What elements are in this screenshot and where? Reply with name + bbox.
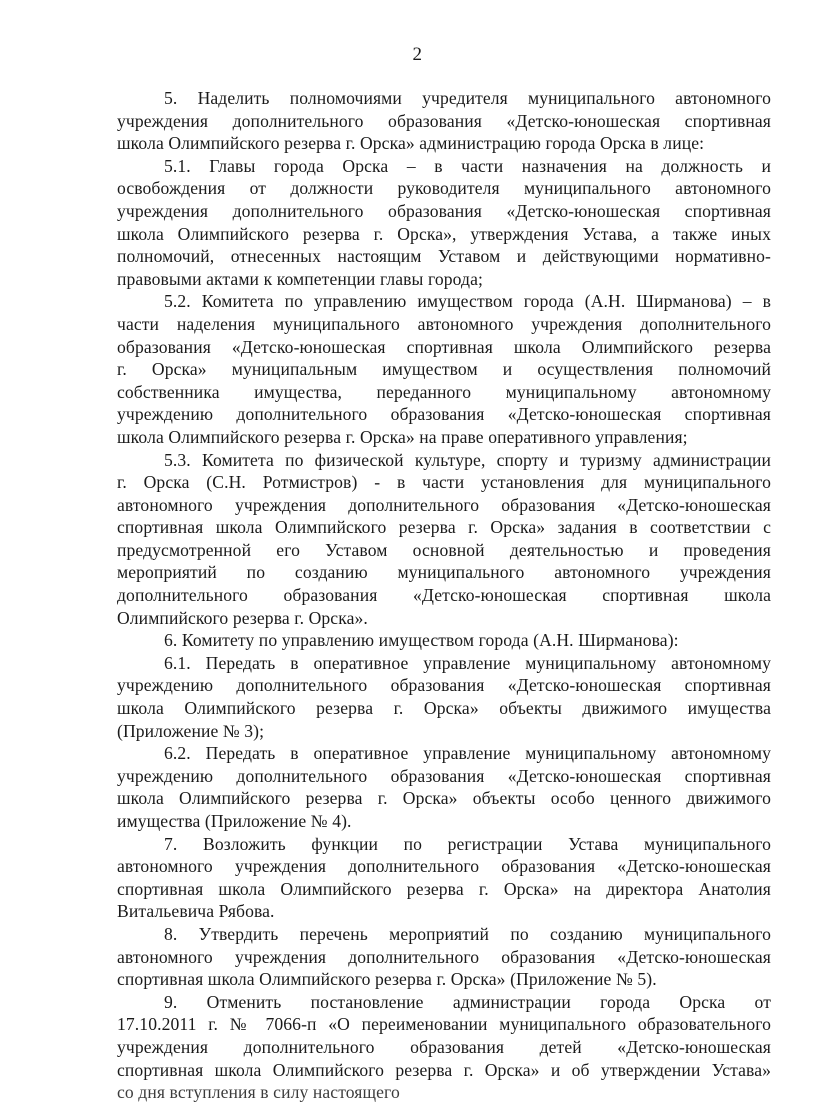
text-line: полномочий, отнесенных настоящим Уставом и действующими нормативно- (117, 246, 771, 267)
text-line: 5. Наделить полномочиями учредителя муниципального автономного (164, 88, 771, 108)
text-line: учреждения дополнительного образования «Детско-юношеская спортивная (117, 110, 771, 131)
text-line: Олимпийского резерва г. Орска». (117, 607, 368, 628)
text-line: 6. Комитету по управлению имуществом города (А.Н. Ширманова): (164, 630, 679, 651)
text-line: предусмотренной его Уставом основной деятельностью и проведения (117, 539, 771, 560)
text-line: автономного учреждения дополнительного образования «Детско-юношеская (117, 856, 771, 877)
text-line: школа Олимпийского резерва г. Орска» на праве оперативного управления; (117, 426, 688, 447)
text-line: образования «Детско-юношеская спортивная школа Олимпийского резерва (117, 336, 771, 357)
text-line: 8. Утвердить перечень мероприятий по созданию муниципального (164, 923, 771, 944)
text-line: имущества (Приложение № 4). (117, 811, 352, 831)
text-line: 5.2. Комитета по управлению имуществом города (А.Н. Ширманова) – в (164, 291, 771, 312)
text-line: мероприятий по созданию муниципального автономного учреждения (117, 562, 771, 583)
text-line: 9. Отменить постановление администрации города Орска от (164, 991, 771, 1012)
text-line: 17.10.2011 г. № 7066-п «О переименовании муниципального образовательного (117, 1014, 771, 1035)
text-line: учреждения дополнительного образования «Детско-юношеская спортивная (117, 200, 771, 221)
text-line: 6.1. Передать в оперативное управление муниципальному автономному (164, 652, 771, 673)
text-line: учреждения дополнительного образования детей «Детско-юношеская (117, 1036, 771, 1057)
text-line: Витальевича Рябова. (117, 901, 275, 922)
text-line: освобождения от должности руководителя муниципального автономного (117, 178, 771, 199)
text-line: 6.2. Передать в оперативное управление муниципальному автономному (164, 743, 771, 764)
text-line: г. Орска (С.Н. Ротмистров) - в части установления для муниципального (117, 472, 771, 493)
text-line: спортивная школа Олимпийского резерва г. Орска» на директора Анатолия (117, 878, 771, 899)
text-line: правовыми актами к компетенции главы города; (117, 268, 483, 289)
text-line: учреждению дополнительного образования «Детско-юношеская спортивная (117, 765, 771, 786)
text-line: дополнительного образования «Детско-юношеская спортивная школа (117, 585, 771, 606)
text-line: спортивная школа Олимпийского резерва г. Орска» (Приложение № 5). (117, 969, 657, 990)
document-body (117, 87, 771, 1103)
text-line: спортивная школа Олимпийского резерва г. Орска» и об утверждении Устава» (117, 1059, 771, 1080)
text-line: (Приложение № 3); (117, 720, 265, 741)
text-line: школа Олимпийского резерва г. Орска» объекты особо ценного движимого (117, 788, 771, 809)
text-line: автономного учреждения дополнительного образования «Детско-юношеская (117, 494, 771, 515)
page-number: 2 (412, 44, 423, 65)
text-line: 7. Возложить функции по регистрации Устава муниципального (164, 833, 771, 854)
text-line: учреждению дополнительного образования «Детско-юношеская спортивная (117, 404, 771, 425)
text-line: учреждению дополнительного образования «Детско-юношеская спортивная (117, 675, 771, 696)
text-line: 5.3. Комитета по физической культуре, спорту и туризму администрации (164, 449, 771, 470)
text-line: собственника имущества, переданного муниципальному автономному (117, 381, 771, 402)
text-line: автономного учреждения дополнительного образования «Детско-юношеская (117, 946, 771, 967)
text-line: школа Олимпийского резерва г. Орска» администрацию города Орска в лице: (117, 133, 705, 154)
text-line: спортивная школа Олимпийского резерва г. Орска» задания в соответствии с (117, 517, 771, 538)
text-line: части наделения муниципального автономного учреждения дополнительного (117, 313, 771, 334)
text-line: школа Олимпийского резерва г. Орска», утверждения Устава, а также иных (117, 223, 771, 244)
text-line: школа Олимпийского резерва г. Орска» объекты движимого имущества (117, 698, 771, 719)
text-line: со дня вступления в силу настоящего (117, 1082, 400, 1103)
text-line: 5.1. Главы города Орска – в части назначения на должность и (164, 155, 771, 176)
text-line: г. Орска» муниципальным имуществом и осуществления полномочий (117, 359, 771, 380)
